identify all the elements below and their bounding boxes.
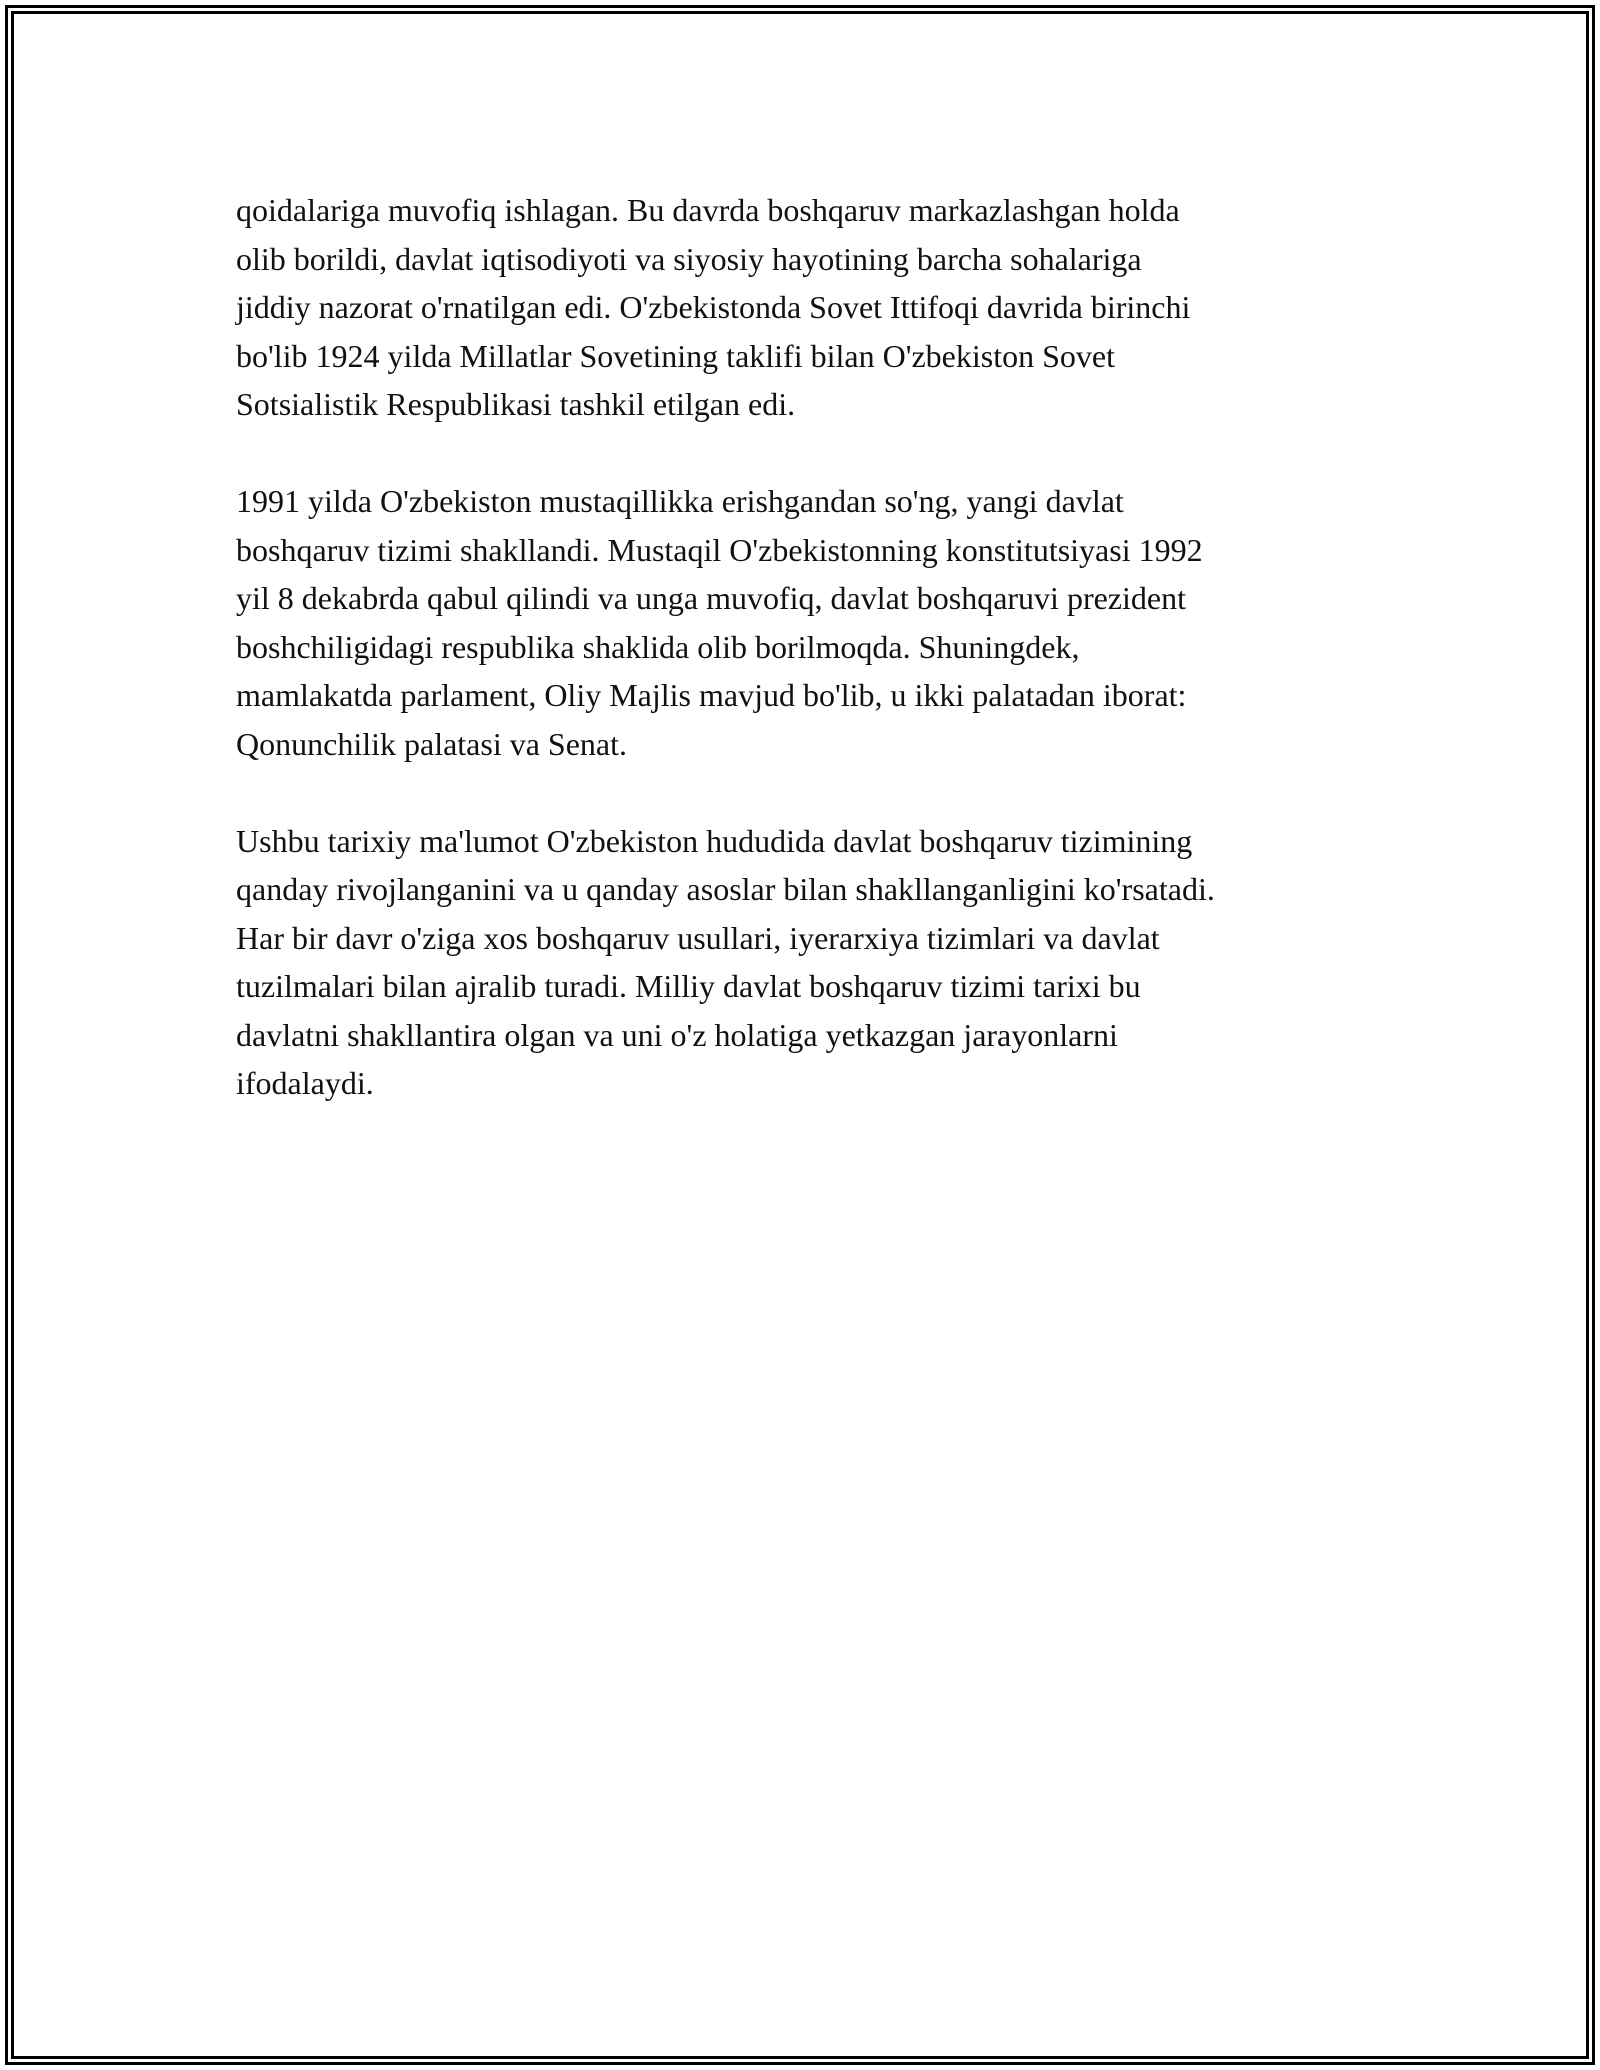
text-line: tuzilmalari bilan ajralib turadi. Milliy davlat boshqaruv tizimi tarixi bu <box>236 968 1141 1004</box>
text-line: Har bir davr o'ziga xos boshqaruv usullari, iyerarxiya tizimlari va davlat <box>236 919 1160 956</box>
text-line: 1991 yilda O'zbekiston mustaqillikka erishgandan so'ng, yangi davlat <box>236 483 1124 519</box>
text-line: qanday rivojlanganini va u qanday asoslar bilan shakllanganligini ko'rsatadi. <box>236 871 1215 907</box>
paragraph-independence <box>236 477 1396 768</box>
text-line: davlatni shakllantira olgan va uni o'z holatiga yetkazgan jarayonlarni <box>236 1016 1118 1053</box>
paragraph-conclusion <box>236 817 1396 1108</box>
text-line: qoidalariga muvofiq ishlagan. Bu davrda boshqaruv markazlashgan holda <box>236 192 1180 228</box>
document-body <box>236 186 1396 1156</box>
text-line: Sotsialistik Respublikasi tashkil etilgan edi. <box>236 386 796 422</box>
text-line: olib borildi, davlat iqtisodiyoti va siyosiy hayotining barcha sohalariga <box>236 240 1142 277</box>
paragraph-soviet-period <box>236 186 1396 429</box>
text-line: Qonunchilik palatasi va Senat. <box>236 725 628 762</box>
text-line: yil 8 dekabrda qabul qilindi va unga muvofiq, davlat boshqaruvi prezident <box>236 580 1186 616</box>
text-line: mamlakatda parlament, Oliy Majlis mavjud bo'lib, u ikki palatadan iborat: <box>236 677 1187 713</box>
text-line: bo'lib 1924 yilda Millatlar Sovetining taklifi bilan O'zbekiston Sovet <box>236 337 1115 374</box>
text-line: boshchiligidagi respublika shaklida olib borilmoqda. Shuningdek, <box>236 628 1080 665</box>
text-line: jiddiy nazorat o'rnatilgan edi. O'zbekistonda Sovet Ittifoqi davrida birinchi <box>236 289 1191 325</box>
text-line: boshqaruv tizimi shakllandi. Mustaqil O'zbekistonning konstitutsiyasi 1992 <box>236 531 1203 568</box>
text-line: Ushbu tarixiy ma'lumot O'zbekiston hududida davlat boshqaruv tizimining <box>236 822 1193 859</box>
text-line: ifodalaydi. <box>236 1065 374 1101</box>
